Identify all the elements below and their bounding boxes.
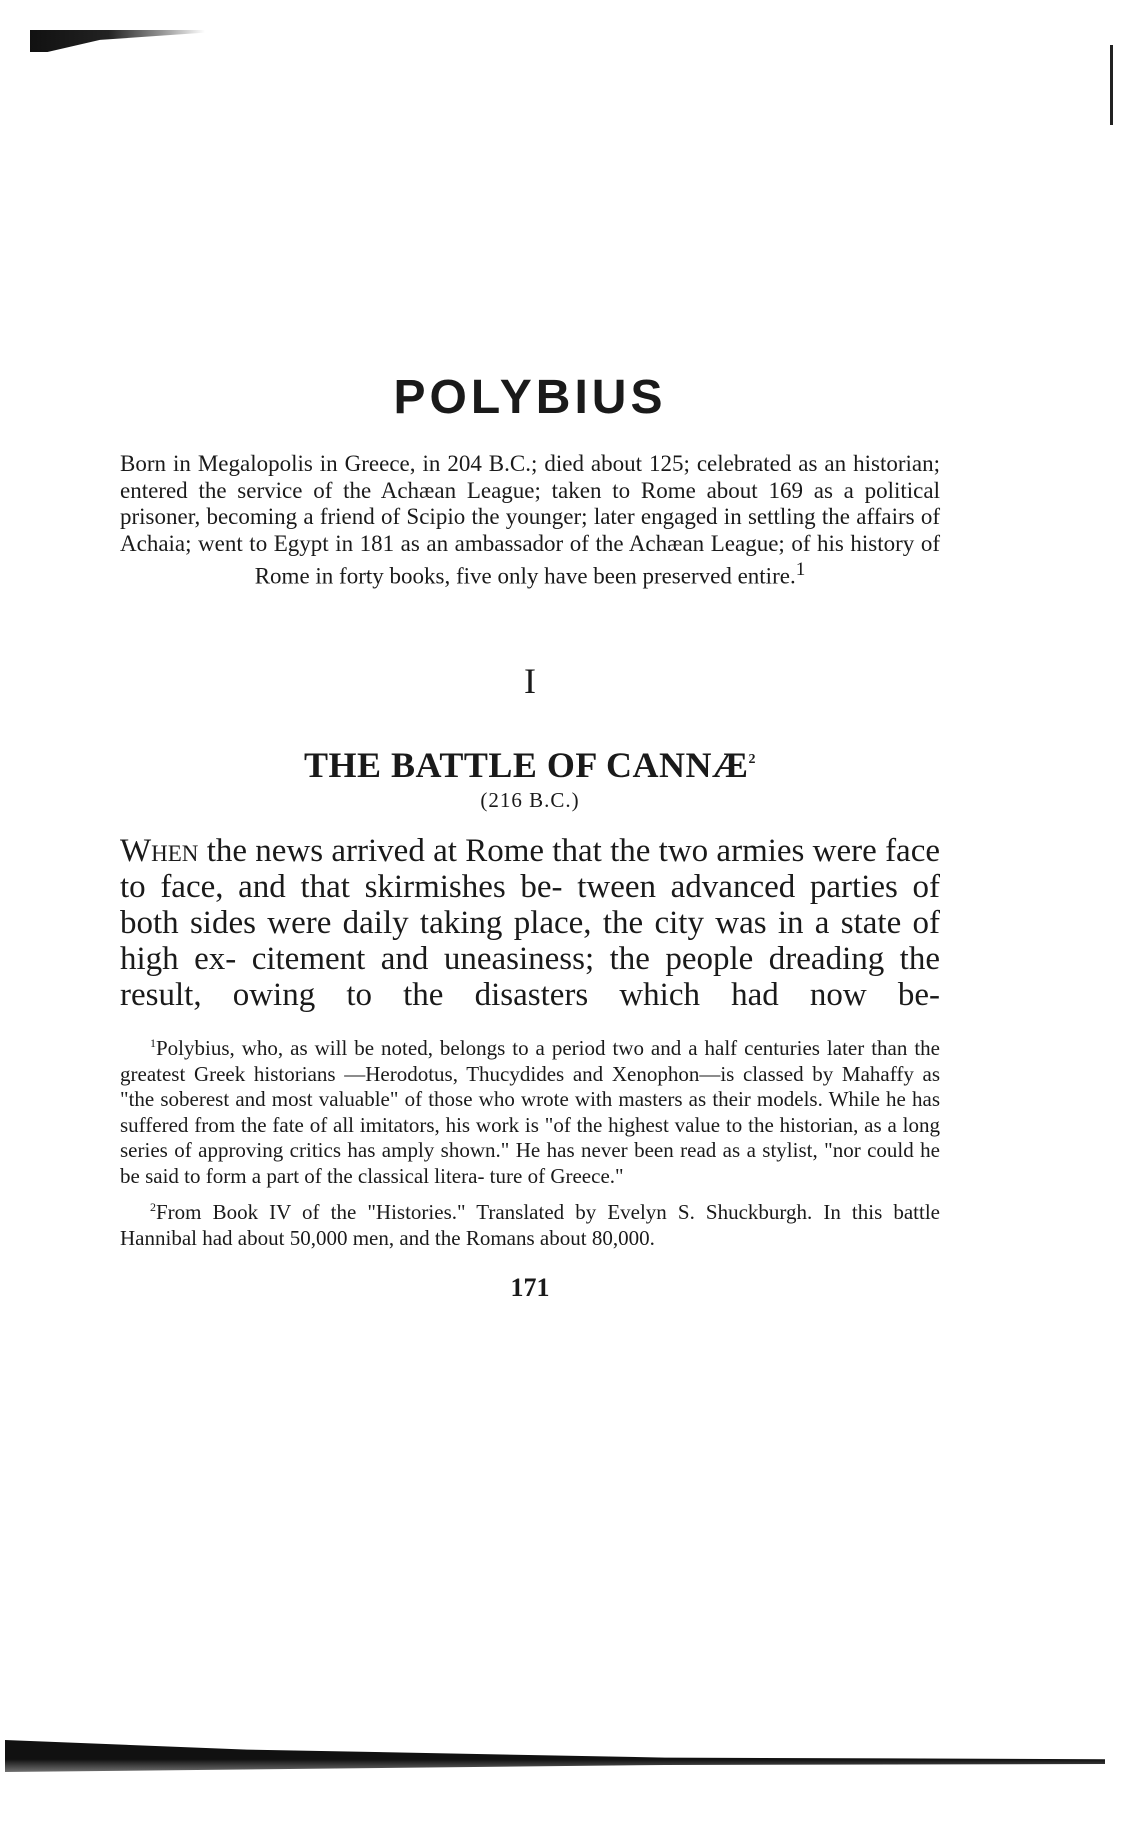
page-title: POLYBIUS: [393, 371, 667, 424]
section-title: [120, 744, 940, 786]
footnote-marker: 2: [150, 1200, 156, 1215]
body-text: the news arrived at Rome that the two armies were face to face, and that skirmishes be- tween advanced parties of both sides were daily taking place, the city was in a state of high ex- citement and uneasiness; the people dreading the result, owing to the disasters which had now be-: [120, 833, 940, 1014]
section-title-text: THE BATTLE OF CANNÆ: [303, 745, 749, 786]
scan-mark-right-edge: [1110, 45, 1113, 125]
bio-text: Born in Megalopolis in Greece, in 204 B.C.; died about 125; celebrated as an historian; entered the service of the Achæan League; taken to Rome about 169 as a political prisoner, becoming a friend of Scipio the younger; later engaged in settling the affairs of Achaia; went to Egypt in 181 as an ambassador of the Achæan League; of his history of Rome in forty books, five only have been preserved entire.: [120, 451, 940, 589]
section-title-footnote-ref: 2: [748, 752, 757, 768]
scan-shadow-bottom: [5, 1740, 1105, 1772]
author-bio: [120, 451, 940, 590]
opening-word: When: [120, 833, 199, 870]
section-number: I: [524, 661, 536, 702]
page-number: 171: [510, 1273, 550, 1303]
footnotes: [120, 1031, 940, 1251]
footnote-text: From Book IV of the "Histories." Translated by Evelyn S. Shuckburgh. In this battle Hannibal had about 50,000 men, and the Romans about 80,000.: [120, 1200, 940, 1250]
footnote-1: [120, 1031, 940, 1189]
bio-footnote-ref: 1: [795, 559, 806, 580]
section-date: (216 B.C.): [480, 788, 580, 813]
footnote-2: [120, 1195, 940, 1251]
footnote-text: Polybius, who, as will be noted, belongs to a period two and a half centuries later than the greatest Greek historians —Herodotus, Thucydides and Xenophon—is classed by Mahaffy as "the soberest and most valuable" of those who wrote with masters as their models. While he has suffered from the fate of all imitators, his work is "of the highest value to the historian, as a long series of approving critics has amply shown." He has never been read as a stylist, "nor could he be said to form a part of the classical litera- ture of Greece.": [120, 1036, 940, 1188]
footnote-marker: 1: [150, 1036, 156, 1051]
body-paragraph: [120, 833, 940, 1013]
scan-shadow-top-left: [30, 30, 205, 52]
page-content: [120, 370, 940, 1303]
